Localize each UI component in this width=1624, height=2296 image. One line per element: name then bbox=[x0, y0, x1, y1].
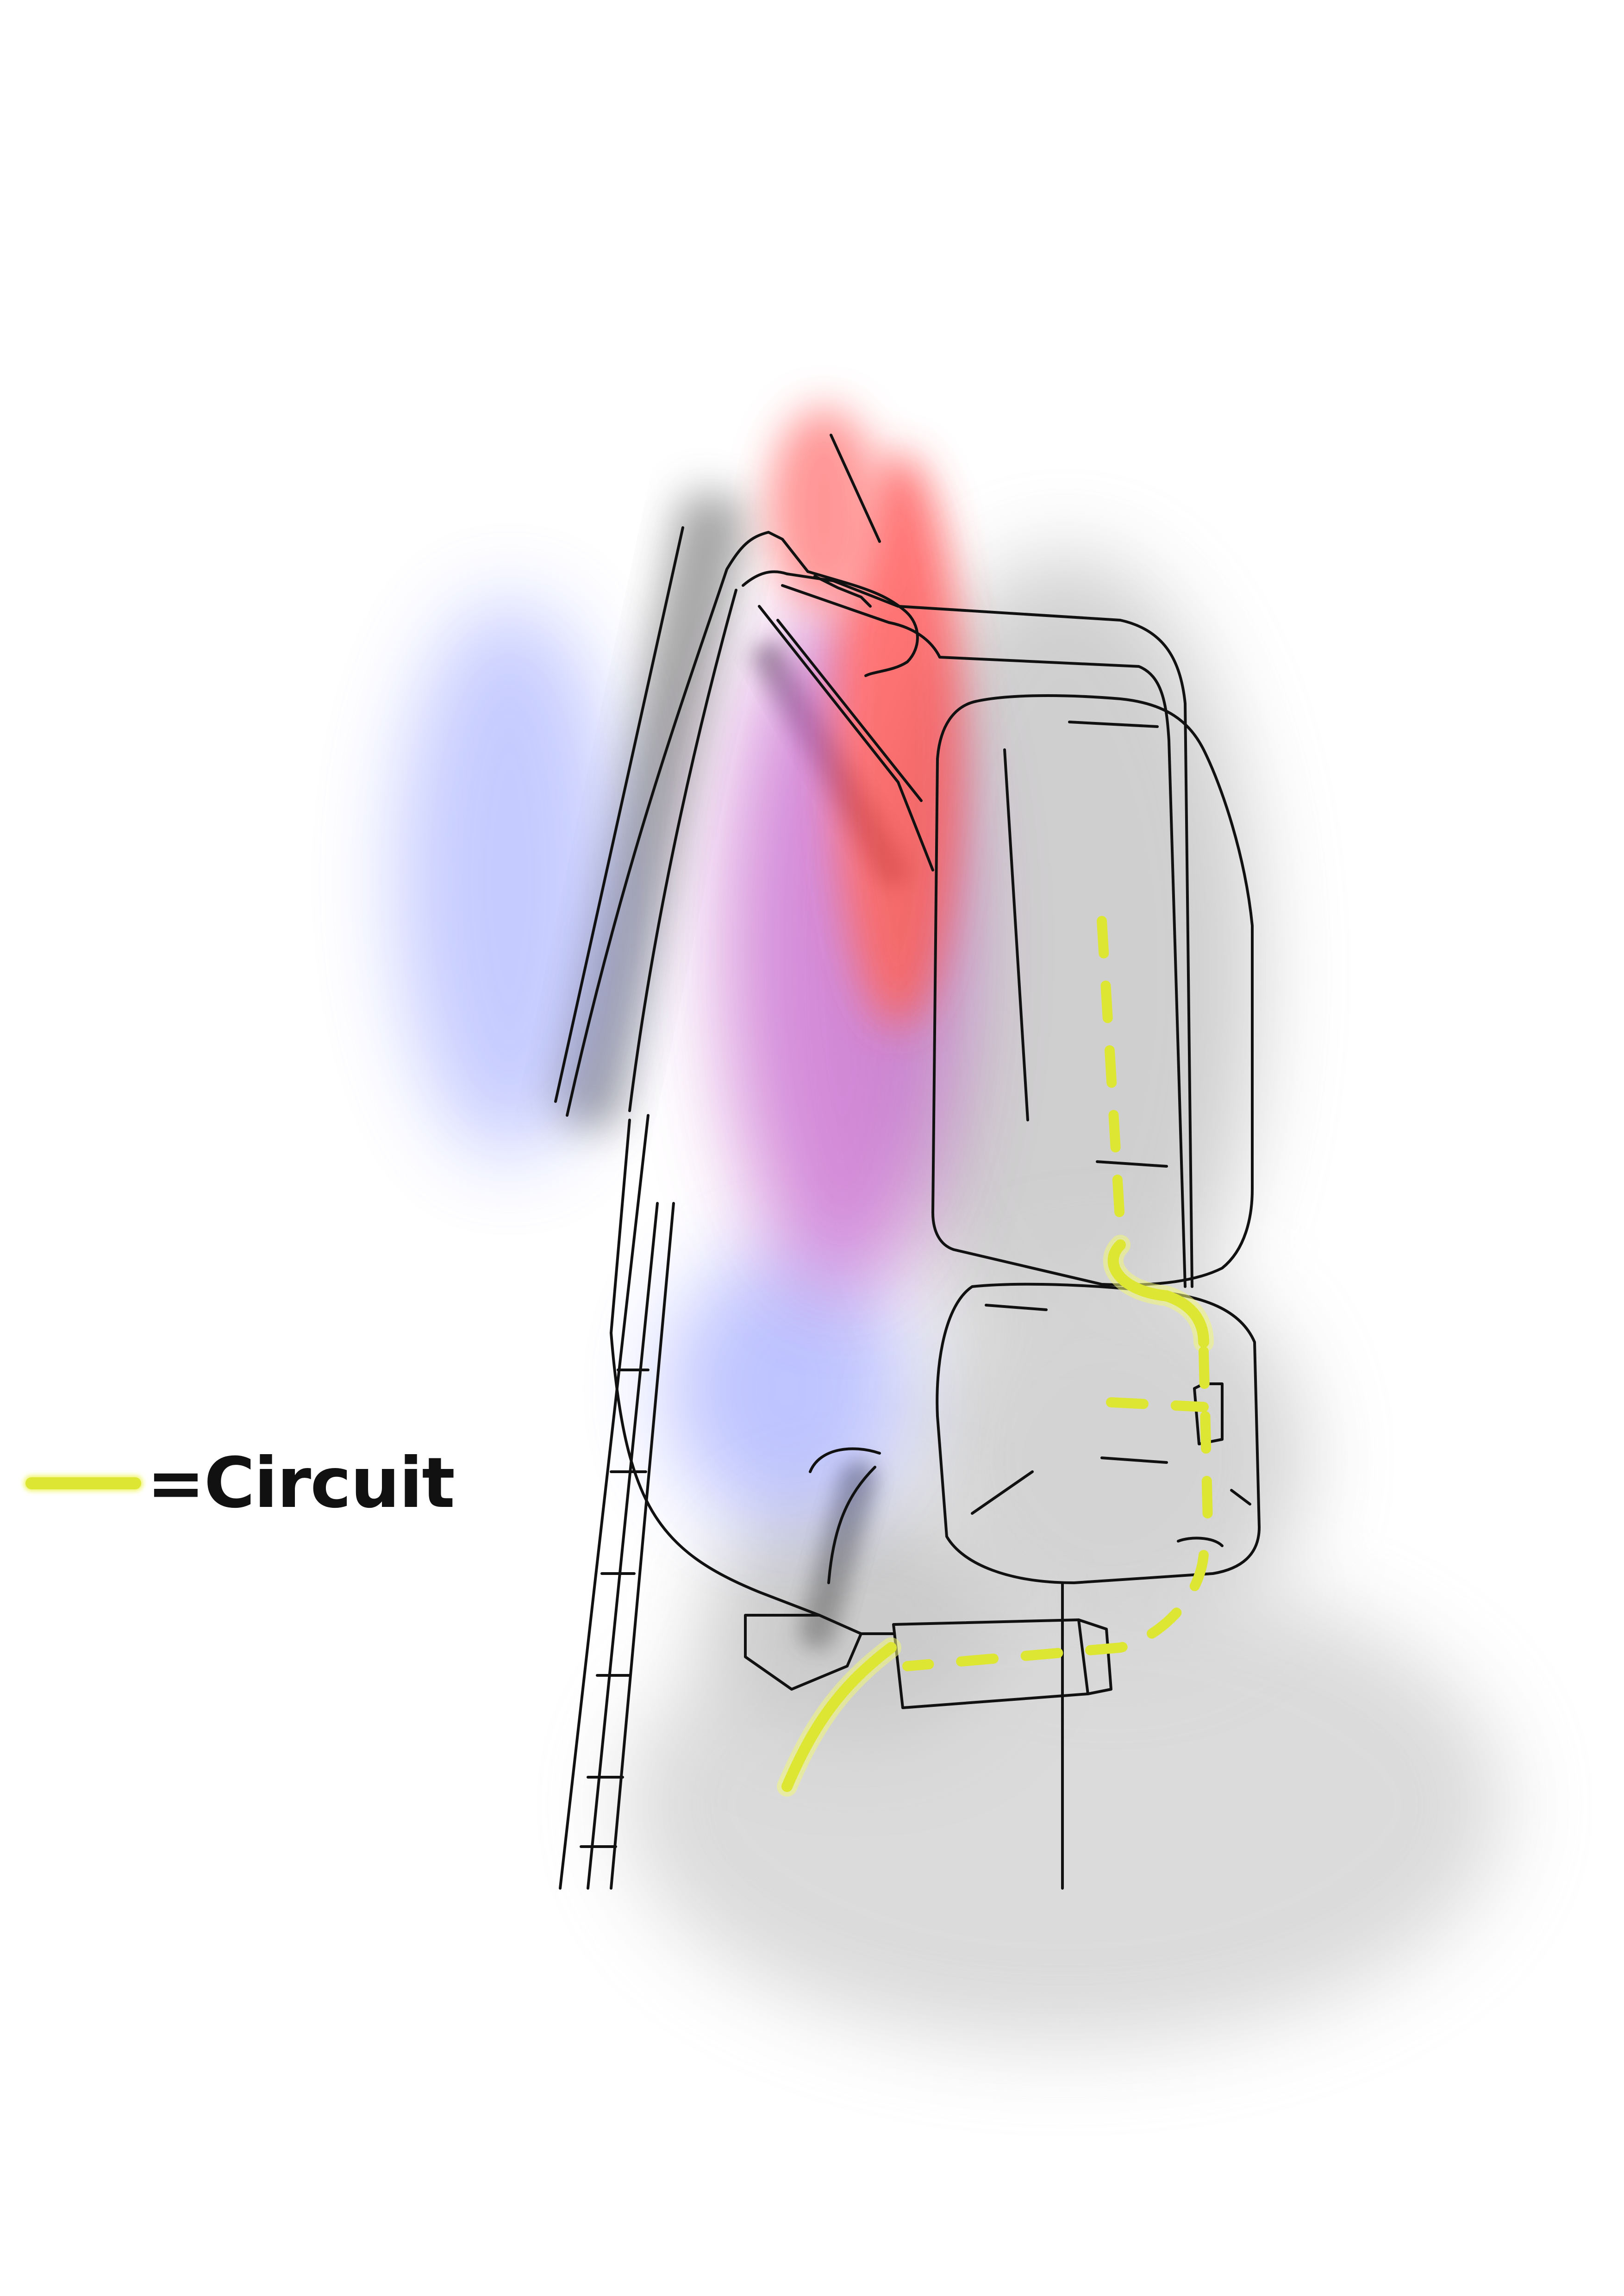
legend bbox=[25, 1437, 454, 1530]
circuit-swatch bbox=[25, 1477, 141, 1489]
legend-label: =Circuit bbox=[147, 1443, 454, 1524]
